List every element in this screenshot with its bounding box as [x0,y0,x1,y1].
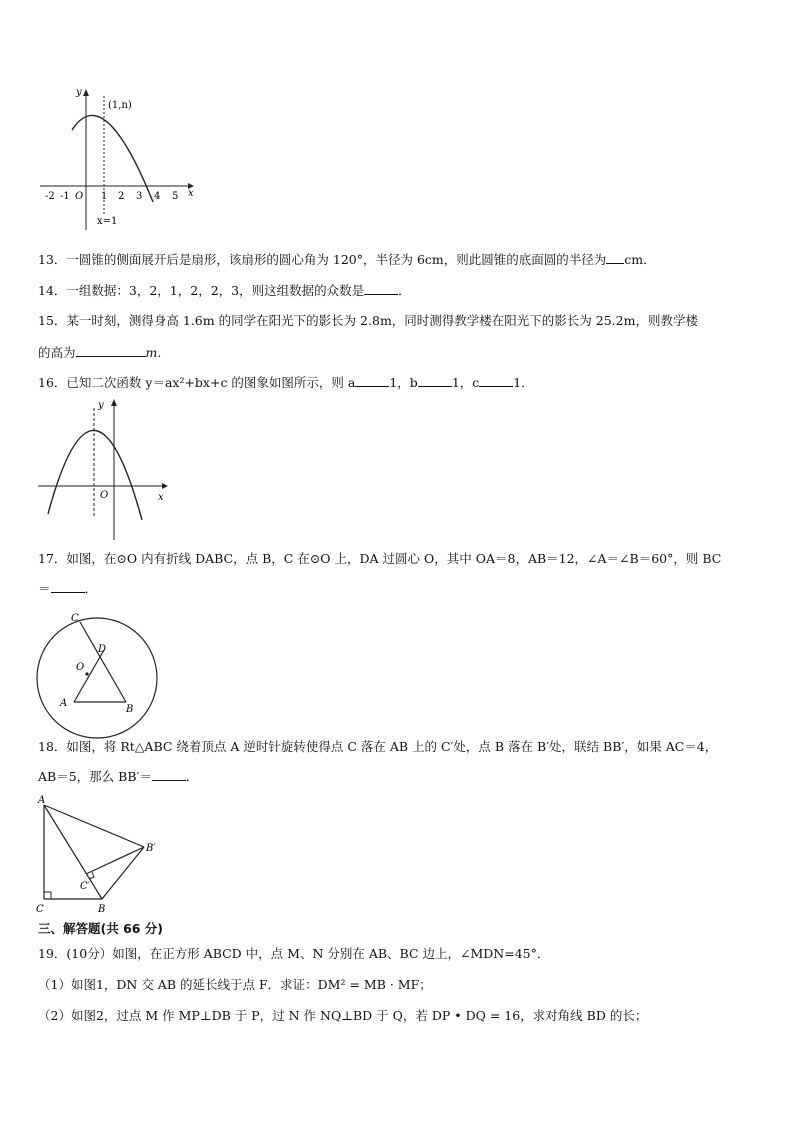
point-label: B [98,904,106,915]
parabola-figure-2 [36,396,172,542]
y-axis-label: y [76,87,82,98]
answer-blank[interactable] [51,579,85,593]
question-17-line-2: ＝ [38,581,51,596]
question-14-text: 14．一组数据：3，2，1，2，2，3，则这组数据的众数是 [38,283,365,298]
parabola-figure-1 [36,84,196,234]
question-13-tail: cm． [624,252,656,267]
answer-blank[interactable] [76,343,146,357]
triangle-figure [34,793,170,915]
origin-label: O [75,191,84,202]
point-label: C [36,904,44,915]
symmetry-label: x=1 [97,216,118,227]
vertex-label: (1,n) [108,100,132,111]
y-axis-label: y [98,400,104,411]
question-17-line-1: 17．如图，在⊙O 内有折线 DABC，点 B，C 在⊙O 上，DA 过圆心 O，其中 OA＝8，AB＝12，∠A＝∠B＝60°，则 BC [38,551,722,566]
answer-blank[interactable] [606,250,624,264]
point-label: C [71,613,79,624]
point-label: D [98,644,107,655]
question-18-line-1: 18．如图，将 Rt△ABC 绕着顶点 A 逆时针旋转使得点 C 落在 AB 上的 C′处，点 B 落在 B′处，联结 BB′，如果 AC＝4， [38,739,718,754]
tick-label: 1 [101,191,108,202]
question-19-part-2: （2）如图2，过点 M 作 MP⊥DB 于 P，过 N 作 NQ⊥BD 于 Q，若 DP • DQ = 16，求对角线 BD 的长； [38,1008,648,1023]
question-15-prefix: 的高为 [38,345,76,360]
question-19 [38,945,647,1025]
tick-label: 2 [118,191,125,202]
section-heading: 三、解答题(共 66 分) [38,921,164,936]
question-14-tail: ． [398,283,411,298]
point-label: B′ [146,843,156,854]
question-13-text: 13．一圆锥的侧面展开后是扇形，该扇形的圆心角为 120°，半径为 6cm，则此圆锥的底面圆的半径为 [38,252,607,267]
question-14 [38,281,411,300]
question-17 [38,550,721,598]
point-label: A [60,698,68,709]
tick-label: -2 [45,191,55,202]
answer-blank[interactable] [418,373,452,387]
x-axis-label: x [158,492,164,503]
point-label: B [126,704,134,715]
answer-blank[interactable] [152,767,186,781]
answer-blank[interactable] [364,281,398,295]
question-19-part-1: （1）如图1，DN 交 AB 的延长线于点 F．求证：DM² = MB · MF； [38,977,432,992]
question-13 [38,250,656,269]
tick-label: 4 [154,191,161,202]
tick-label: -1 [60,191,70,202]
tick-label: 3 [136,191,143,202]
question-15-line-1: 15．某一时刻，测得身高 1.6m 的同学在阳光下的影长为 2.8m，同时测得教学楼在阳光下的影长为 25.2m，则教学楼 [38,313,698,328]
point-label: O [76,662,85,673]
question-18 [38,738,717,786]
question-16 [38,373,534,392]
question-18-line-2: AB＝5，那么 BB′＝ [38,769,152,784]
question-19-intro: 19．(10分）如图，在正方形 ABCD 中，点 M、N 分别在 AB、BC 边上，∠MDN=45°． [38,946,550,961]
question-15-tail: . [157,345,162,360]
circle-figure [34,608,158,740]
x-axis-label: x [188,188,194,199]
question-17-tail: ． [84,581,98,596]
point-label: C′ [80,881,90,892]
question-16-part: 1，b [389,375,418,390]
answer-blank[interactable] [355,373,389,387]
question-16-part: 1，c [451,375,480,390]
unit: m [145,345,158,360]
origin-label: O [100,490,109,501]
question-16-part: 1． [513,375,534,390]
answer-blank[interactable] [479,373,513,387]
question-15 [38,312,698,362]
question-18-tail: ． [185,769,199,784]
point-label: A [38,795,46,806]
question-16-text: 16．已知二次函数 y＝ax²+bx+c 的图象如图所示，则 a [38,375,356,390]
tick-label: 5 [172,191,179,202]
